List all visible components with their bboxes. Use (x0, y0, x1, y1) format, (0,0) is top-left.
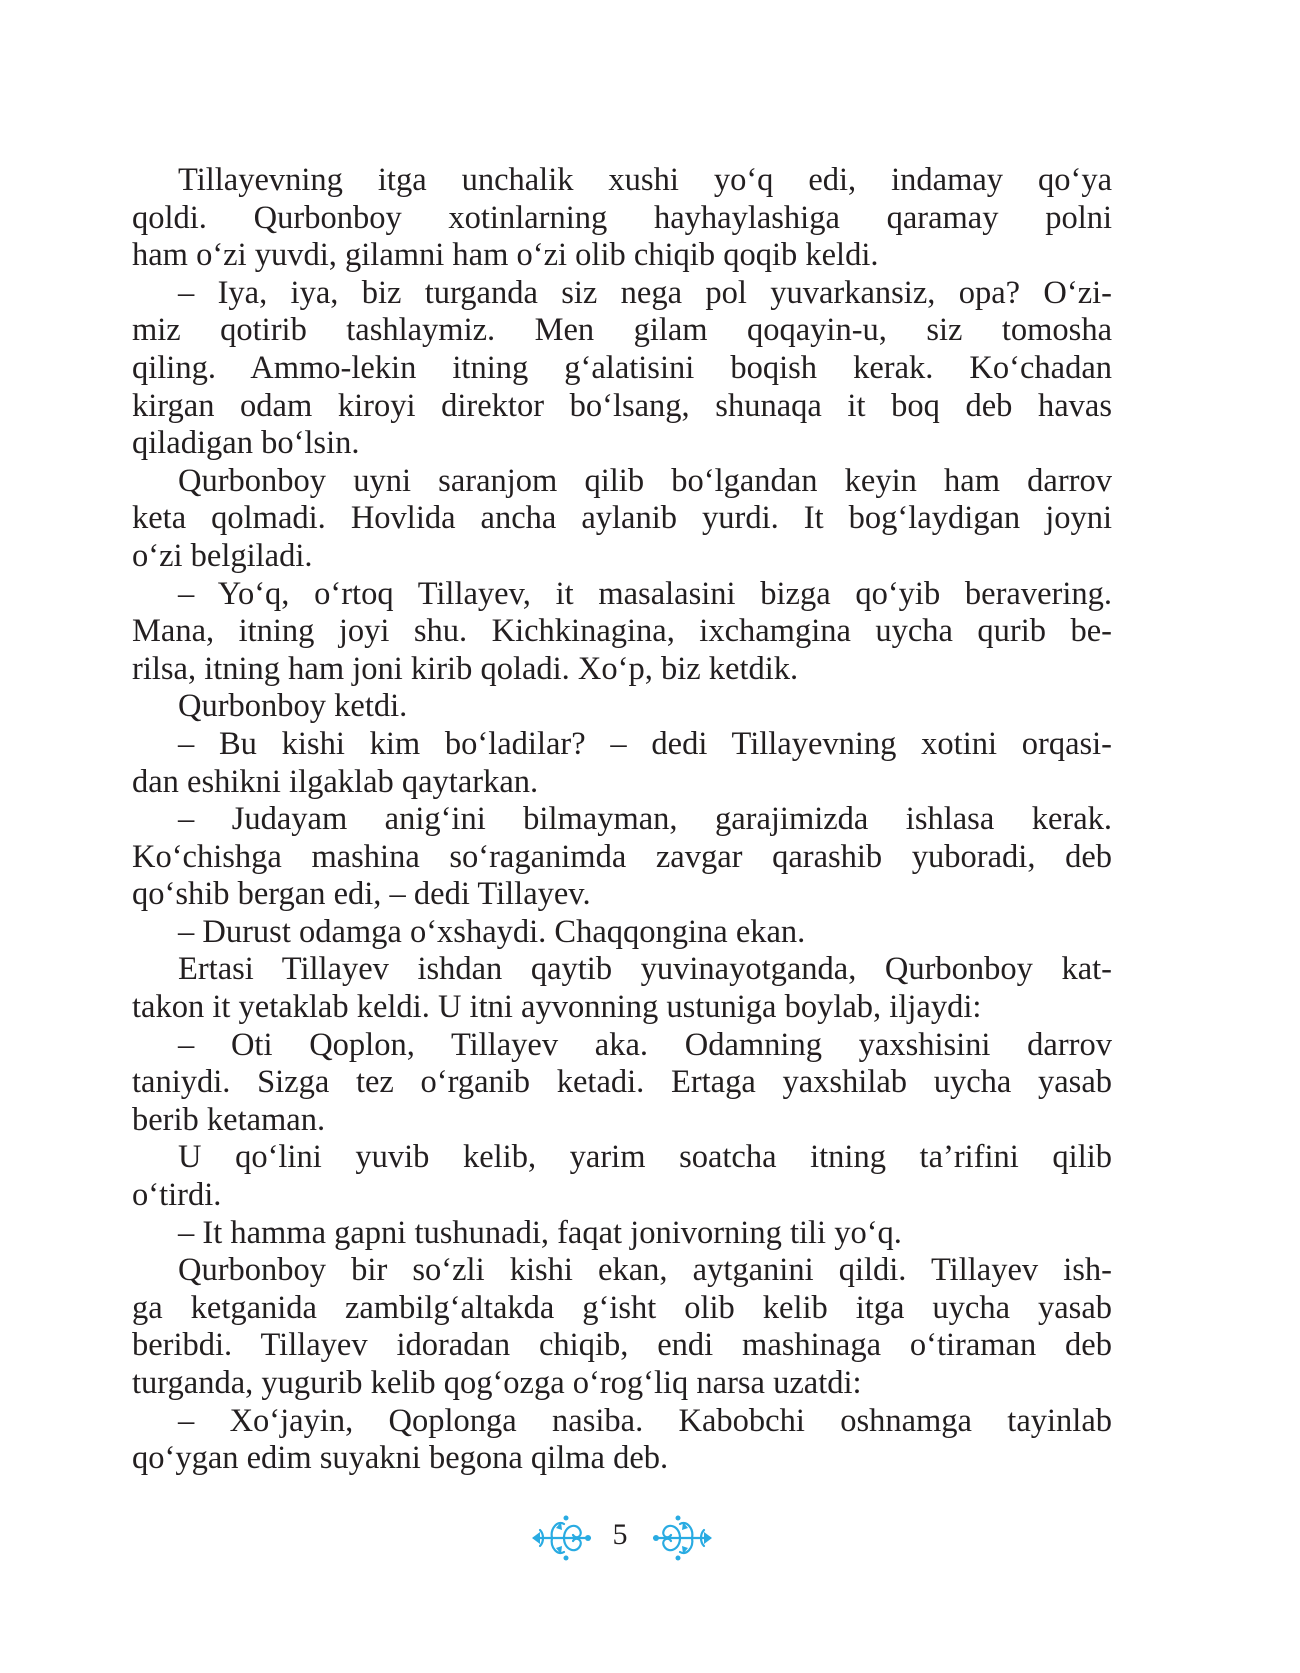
paragraph (132, 1403, 1112, 1478)
text-line: – Oti Qoplon, Tillayev aka. Odamning yaxshisini darrov (178, 1026, 1112, 1063)
text-line: ga ketganida zambilg‘altakda g‘isht olib kelib itga uycha yasab (132, 1289, 1112, 1326)
text-line: – Durust odamga o‘xshaydi. Chaqqongina ekan. (178, 913, 806, 950)
text-line: qiling. Ammo-lekin itning g‘alatisini boqish kerak. Ko‘chadan (132, 349, 1112, 386)
paragraph (132, 1139, 1112, 1214)
text-line: – Iya, iya, biz turganda siz nega pol yuvarkansiz, opa? O‘zi- (178, 274, 1112, 311)
text-line: qoldi. Qurbonboy xotinlarning hayhaylashiga qaramay polni (132, 199, 1112, 236)
text-line: Qurbonboy ketdi. (178, 688, 408, 725)
text-line: dan eshikni ilgaklab qaytarkan. (132, 763, 539, 800)
text-line: U qo‘lini yuvib kelib, yarim soatcha itning ta’rifini qilib (178, 1139, 1112, 1176)
text-line: turganda, yugurib kelib qog‘ozga o‘rog‘liq narsa uzatdi: (132, 1365, 862, 1401)
paragraph (132, 914, 1112, 952)
text-line: qo‘shib bergan edi, – dedi Tillayev. (132, 876, 591, 913)
paragraph (132, 576, 1112, 689)
page-number: 5 (612, 1518, 628, 1551)
text-line: o‘zi belgiladi. (132, 537, 313, 574)
text-line: Ertasi Tillayev ishdan qaytib yuvinayotganda, Qurbonboy kat- (178, 951, 1112, 988)
text-line: Mana, itning joyi shu. Kichkinagina, ixchamgina uycha qurib be- (132, 613, 1112, 650)
paragraph (132, 726, 1112, 801)
text-line: – Bu kishi kim bo‘ladilar? – dedi Tillayevning xotini orqasi- (178, 725, 1112, 762)
text-line: beribdi. Tillayev idoradan chiqib, endi mashinaga o‘tiraman deb (132, 1327, 1112, 1364)
text-line: – Xo‘jayin, Qoplonga nasiba. Kabobchi oshnamga tayinlab (178, 1402, 1112, 1439)
text-line: Tillayevning itga unchalik xushi yo‘q edi, indamay qo‘ya (178, 162, 1112, 198)
text-line: keta qolmadi. Hovlida ancha aylanib yurdi. It bog‘laydigan joyni (132, 500, 1112, 537)
text-line: rilsa, itning ham joni kirib qoladi. Xo‘p, biz ketdik. (132, 650, 799, 687)
text-line: taniydi. Sizga tez o‘rganib ketadi. Ertaga yaxshilab uycha yasab (132, 1064, 1112, 1101)
text-line: qo‘ygan edim suyakni begona qilma deb. (132, 1440, 669, 1477)
floral-ornament-icon (650, 1510, 714, 1566)
paragraph (132, 801, 1112, 914)
text-line: kirgan odam kiroyi direktor bo‘lsang, shunaqa it boq deb havas (132, 387, 1112, 424)
paragraph (132, 951, 1112, 1026)
text-line: berib ketaman. (132, 1101, 326, 1138)
text-line: – Yo‘q, o‘rtoq Tillayev, it masalasini bizga qo‘yib beravering. (178, 575, 1112, 612)
page-footer (0, 1500, 1300, 1580)
paragraph (132, 162, 1112, 275)
text-line: Ko‘chishga mashina so‘raganimda zavgar qarashib yuboradi, deb (132, 838, 1112, 875)
text-line: – Judayam anig‘ini bilmayman, garajimizda ishlasa kerak. (178, 801, 1112, 838)
text-line: o‘tirdi. (132, 1177, 222, 1214)
text-line: miz qotirib tashlaymiz. Men gilam qoqayin-u, siz tomosha (132, 312, 1112, 349)
text-line: – It hamma gapni tushunadi, faqat jonivorning tili yo‘q. (178, 1214, 902, 1251)
body-text (132, 162, 1112, 1478)
floral-ornament-icon (530, 1510, 594, 1566)
paragraph (132, 1215, 1112, 1253)
paragraph (132, 688, 1112, 726)
text-line: Qurbonboy bir so‘zli kishi ekan, aytganini qildi. Tillayev ish- (178, 1252, 1112, 1289)
paragraph (132, 1252, 1112, 1402)
text-line: Qurbonboy uyni saranjom qilib bo‘lgandan keyin ham darrov (178, 462, 1112, 499)
text-line: takon it yetaklab keldi. U itni ayvonning ustuniga boylab, iljaydi: (132, 989, 982, 1026)
paragraph (132, 1027, 1112, 1140)
text-line: ham o‘zi yuvdi, gilamni ham o‘zi olib chiqib qoqib keldi. (132, 237, 879, 274)
paragraph (132, 275, 1112, 463)
paragraph (132, 463, 1112, 576)
text-line: qiladigan bo‘lsin. (132, 425, 360, 462)
